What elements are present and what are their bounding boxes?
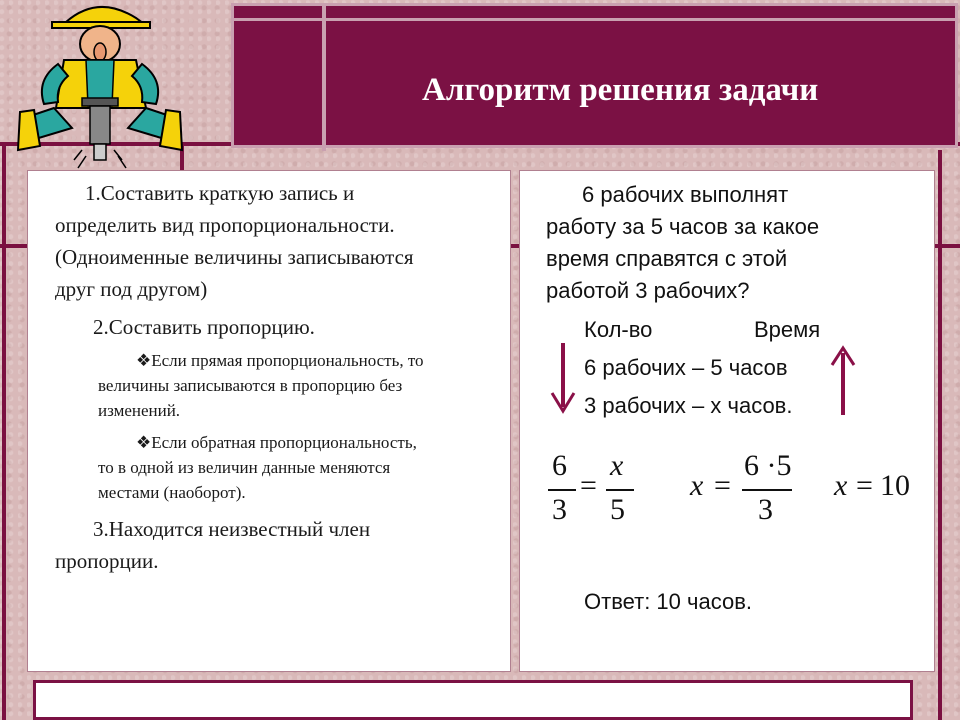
bullet2-line1: ❖Если обратная пропорциональность, (136, 433, 417, 452)
bullet2-line3: местами (наоборот). (98, 483, 246, 502)
eq3-lhs: x (834, 469, 848, 502)
bottom-bar (33, 680, 913, 720)
arrow-down-icon (548, 341, 578, 417)
problem-line3: время справятся с этой (546, 246, 788, 271)
equation-result (834, 449, 930, 529)
jackhammer-worker-icon (14, 0, 214, 170)
step3-line1: 3.Находится неизвестный член (93, 517, 371, 541)
step1-line1: 1.Составить краткую запись и (85, 181, 355, 205)
eq1-denominator-left: 3 (552, 493, 567, 526)
bullet1-line1: ❖Если прямая пропорциональность, то (136, 351, 424, 370)
bullet2-line2: то в одной из величин данные меняются (98, 458, 391, 477)
bullet1-line3: изменений. (98, 401, 181, 420)
eq1-numerator-right: x (610, 449, 624, 482)
answer: Ответ: 10 часов. (584, 589, 752, 614)
equation-solution (690, 449, 800, 529)
step1-line2: определить вид пропорциональности. (55, 213, 395, 237)
step1-line3: (Одноименные величины записываются (55, 245, 414, 269)
step3-line2: пропорции. (55, 549, 159, 573)
frame-line-left (2, 142, 6, 720)
arrow-up-icon (828, 345, 858, 417)
eq1-fraction-bar-left (548, 489, 576, 491)
algorithm-panel (27, 170, 511, 672)
step1-line4: друг под другом) (55, 277, 208, 301)
problem-line1: 6 рабочих выполнят (582, 182, 789, 207)
eq2-denominator: 3 (758, 493, 773, 526)
page-title: Алгоритм решения задачи (422, 72, 819, 108)
problem-line4: работой 3 рабочих? (546, 278, 750, 303)
eq1-equals: = (580, 469, 597, 502)
problem-line2: работу за 5 часов за какое (546, 214, 820, 239)
eq2-numerator: 6 ·5 (744, 449, 792, 482)
bullet1-line2: величины записываются в пропорцию без (98, 376, 403, 395)
eq3-rhs: 10 (880, 469, 910, 502)
eq1-denominator-right: 5 (610, 493, 625, 526)
eq2-lhs: x (690, 469, 704, 502)
column-time: Время (754, 317, 821, 342)
problem-panel (519, 170, 935, 672)
eq1-fraction-bar-right (606, 489, 634, 491)
data-row-1: 6 рабочих – 5 часов (584, 355, 788, 380)
equation-proportion (548, 449, 638, 529)
step2: 2.Составить пропорцию. (93, 315, 315, 339)
eq1-numerator-left: 6 (552, 449, 567, 482)
eq2-fraction-bar (742, 489, 792, 491)
title-bar-divider-horizontal (234, 18, 958, 21)
title-bar-divider-vertical (322, 6, 326, 151)
eq2-equals: = (714, 469, 731, 502)
frame-line-right (938, 150, 942, 720)
column-quantity: Кол-во (584, 317, 653, 342)
data-row-2: 3 рабочих – х часов. (584, 393, 793, 418)
title-bar (231, 3, 958, 148)
eq3-equals: = (856, 469, 873, 502)
